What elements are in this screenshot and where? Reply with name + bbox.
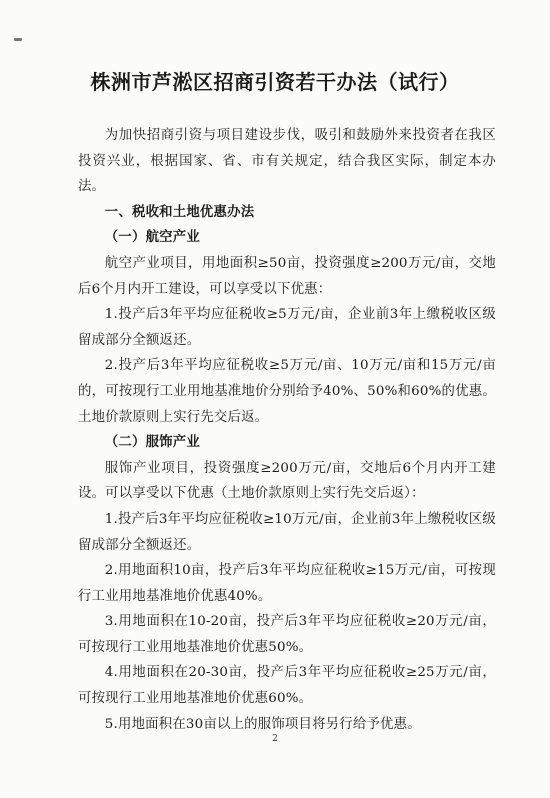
aviation-item-2: 2.投产后3年平均应征税收≥5万元/亩、10万元/亩和15万元/亩的，可按现行工业用地基准地价分别给予40%、50%和60%的优惠。土地价款原则上实行先交后返。 [78,358,496,425]
apparel-item-3: 3.用地面积在10-20亩，投产后3年平均应征税收≥20万元/亩，可按现行工业用地基准地价优惠50%。 [78,614,496,655]
document-title: 株洲市芦淞区招商引资若干办法（试行） [90,70,460,94]
apparel-item-1: 1.投产后3年平均应征税收≥10万元/亩，企业前3年上缴税收区级留成部分全额返还。 [78,511,496,553]
apparel-item-4: 4.用地面积在20-30亩，投产后3年平均应征税收≥25万元/亩，可按现行工业用地基准地价优惠60%。 [78,665,496,707]
apparel-requirements-paragraph: 服饰产业项目，投资强度≥200万元/亩，交地后6个月内开工建设。可以享受以下优惠（土地价款原则上实行先交后返）： [78,460,496,502]
aviation-item-1: 1.投产后3年平均应征税收≥5万元/亩，企业前3年上缴税收区级留成部分全额返还。 [78,307,496,348]
apparel-item-2: 2.用地面积10亩，投产后3年平均应征税收≥15万元/亩，可按现行工业用地基准地价优惠40%。 [78,563,496,604]
aviation-requirements-paragraph: 航空产业项目，用地面积≥50亩，投资强度≥200万元/亩，交地后6个月内开工建设，可以享受以下优惠： [78,255,496,297]
intro-paragraph: 为加快招商引资与项目建设步伐，吸引和鼓励外来投资者在我区投资兴业，根据国家、省、市有关规定，结合我区实际，制定本办法。 [78,128,496,195]
subsection-heading-aviation: （一）航空产业 [104,229,200,246]
document-body [78,123,496,737]
scan-mark [14,38,22,41]
page-number: 2 [272,734,278,744]
subsection-heading-apparel: （二）服饰产业 [104,434,200,451]
apparel-item-5: 5.用地面积在30亩以上的服饰项目将另行给予优惠。 [104,716,421,732]
section-heading-tax-land: 一、税收和土地优惠办法 [104,203,255,220]
